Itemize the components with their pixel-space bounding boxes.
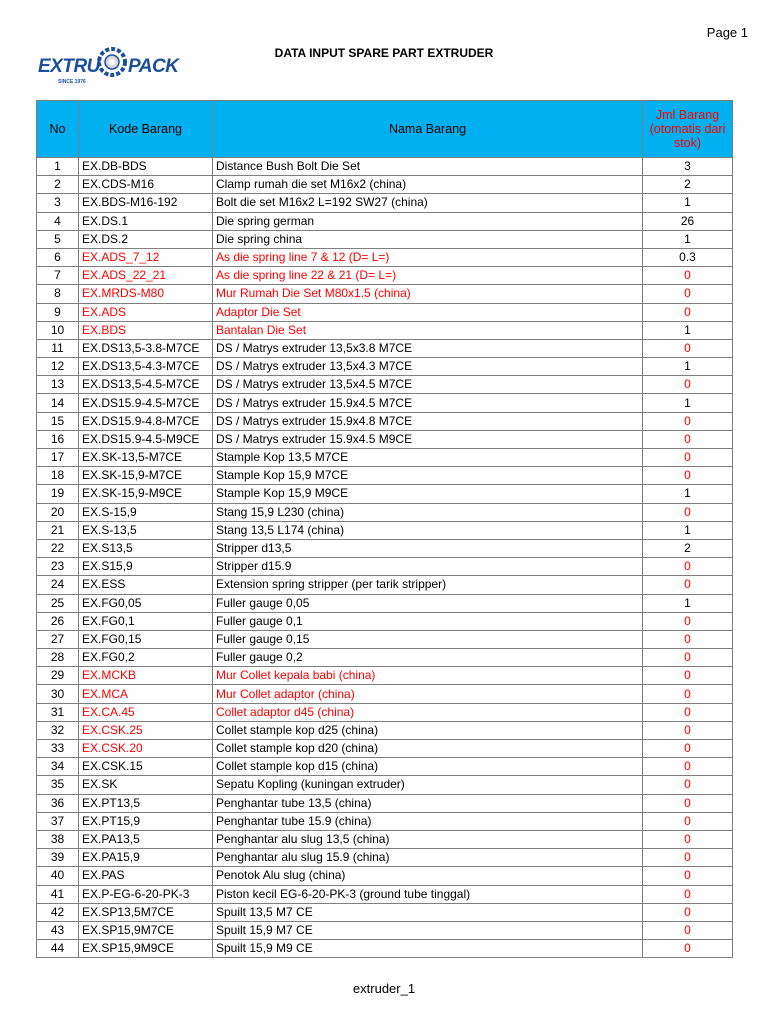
cell-jml-barang: 0 [643,285,733,303]
cell-jml-barang: 0.3 [643,248,733,266]
cell-jml-barang: 0 [643,467,733,485]
cell-nama-barang: Stample Kop 15,9 M7CE [213,467,643,485]
cell-nama-barang: DS / Matrys extruder 15.9x4.5 M9CE [213,430,643,448]
cell-no: 36 [37,794,79,812]
cell-jml-barang: 0 [643,667,733,685]
cell-kode-barang: EX.DB-BDS [79,158,213,176]
cell-jml-barang: 0 [643,903,733,921]
cell-nama-barang: Stripper d13,5 [213,539,643,557]
cell-jml-barang: 0 [643,940,733,958]
cell-jml-barang: 3 [643,158,733,176]
cell-no: 12 [37,358,79,376]
cell-kode-barang: EX.BDS-M16-192 [79,194,213,212]
cell-nama-barang: DS / Matrys extruder 13,5x4.3 M7CE [213,358,643,376]
cell-kode-barang: EX.DS15.9-4.8-M7CE [79,412,213,430]
cell-nama-barang: Die spring german [213,212,643,230]
cell-jml-barang: 0 [643,776,733,794]
cell-jml-barang: 0 [643,758,733,776]
cell-kode-barang: EX.MCKB [79,667,213,685]
cell-nama-barang: As die spring line 22 & 21 (D= L=) [213,267,643,285]
cell-jml-barang: 1 [643,358,733,376]
cell-nama-barang: Extension spring stripper (per tarik stripper) [213,576,643,594]
cell-nama-barang: Fuller gauge 0,15 [213,630,643,648]
spare-part-table [36,100,733,958]
table-row [37,721,733,739]
cell-nama-barang: Distance Bush Bolt Die Set [213,158,643,176]
cell-jml-barang: 0 [643,630,733,648]
cell-jml-barang: 26 [643,212,733,230]
cell-kode-barang: EX.ADS_22_21 [79,267,213,285]
cell-kode-barang: EX.DS13,5-4.5-M7CE [79,376,213,394]
cell-kode-barang: EX.SP15,9M9CE [79,940,213,958]
cell-kode-barang: EX.ESS [79,576,213,594]
table-row [37,485,733,503]
cell-nama-barang: Piston kecil EG-6-20-PK-3 (ground tube tinggal) [213,885,643,903]
cell-no: 42 [37,903,79,921]
cell-no: 2 [37,176,79,194]
cell-jml-barang: 1 [643,521,733,539]
cell-nama-barang: Stample Kop 13,5 M7CE [213,449,643,467]
cell-nama-barang: Stample Kop 15,9 M9CE [213,485,643,503]
cell-kode-barang: EX.DS13,5-3.8-M7CE [79,339,213,357]
cell-no: 21 [37,521,79,539]
cell-jml-barang: 1 [643,194,733,212]
cell-kode-barang: EX.FG0,1 [79,612,213,630]
cell-kode-barang: EX.S15,9 [79,558,213,576]
table-row [37,303,733,321]
table-row [37,503,733,521]
cell-jml-barang: 0 [643,721,733,739]
logo-text-right: PACK [128,56,179,77]
cell-no: 35 [37,776,79,794]
table-row [37,339,733,357]
cell-nama-barang: Mur Rumah Die Set M80x1.5 (china) [213,285,643,303]
table-row [37,376,733,394]
cell-jml-barang: 1 [643,485,733,503]
cell-no: 28 [37,649,79,667]
cell-jml-barang: 0 [643,267,733,285]
cell-no: 4 [37,212,79,230]
cell-kode-barang: EX.FG0,15 [79,630,213,648]
cell-no: 6 [37,248,79,266]
cell-jml-barang: 0 [643,503,733,521]
cell-no: 11 [37,339,79,357]
table-row [37,812,733,830]
table-row [37,194,733,212]
cell-nama-barang: Sepatu Kopling (kuningan extruder) [213,776,643,794]
cell-nama-barang: Spuilt 15,9 M7 CE [213,921,643,939]
cell-no: 16 [37,430,79,448]
cell-no: 15 [37,412,79,430]
table-row [37,903,733,921]
cell-kode-barang: EX.BDS [79,321,213,339]
cell-kode-barang: EX.PAS [79,867,213,885]
cell-jml-barang: 0 [643,376,733,394]
cell-jml-barang: 1 [643,394,733,412]
cell-jml-barang: 0 [643,412,733,430]
cell-jml-barang: 0 [643,303,733,321]
cell-jml-barang: 2 [643,539,733,557]
cell-jml-barang: 2 [643,176,733,194]
table-row [37,921,733,939]
table-row [37,430,733,448]
cell-kode-barang: EX.PA15,9 [79,849,213,867]
cell-jml-barang: 0 [643,649,733,667]
table-row [37,467,733,485]
cell-nama-barang: Penghantar alu slug 13,5 (china) [213,830,643,848]
cell-kode-barang: EX.SK-13,5-M7CE [79,449,213,467]
cell-nama-barang: Stang 13,5 L174 (china) [213,521,643,539]
cell-no: 1 [37,158,79,176]
table-row [37,667,733,685]
cell-jml-barang: 0 [643,921,733,939]
header-no: No [37,101,79,158]
cell-kode-barang: EX.DS.1 [79,212,213,230]
cell-no: 7 [37,267,79,285]
cell-jml-barang: 0 [643,830,733,848]
table-row [37,612,733,630]
cell-no: 31 [37,703,79,721]
cell-nama-barang: Collet adaptor d45 (china) [213,703,643,721]
sheet-footer: extruder_1 [352,981,416,996]
cell-jml-barang: 0 [643,849,733,867]
table-row [37,358,733,376]
table-row [37,285,733,303]
cell-no: 20 [37,503,79,521]
cell-nama-barang: DS / Matrys extruder 13,5x3.8 M7CE [213,339,643,357]
cell-no: 19 [37,485,79,503]
cell-kode-barang: EX.SK-15,9-M9CE [79,485,213,503]
cell-nama-barang: Bantalan Die Set [213,321,643,339]
cell-kode-barang: EX.DS13,5-4.3-M7CE [79,358,213,376]
table-row [37,539,733,557]
cell-jml-barang: 0 [643,703,733,721]
cell-nama-barang: Penghantar tube 13,5 (china) [213,794,643,812]
table-row [37,885,733,903]
cell-no: 43 [37,921,79,939]
logo-text-left: EXTRU [38,56,100,77]
table-row [37,576,733,594]
cell-no: 25 [37,594,79,612]
cell-kode-barang: EX.P-EG-6-20-PK-3 [79,885,213,903]
cell-kode-barang: EX.CSK.15 [79,758,213,776]
cell-nama-barang: Mur Collet kepala babi (china) [213,667,643,685]
table-row [37,685,733,703]
table-row [37,521,733,539]
cell-nama-barang: Fuller gauge 0,1 [213,612,643,630]
cell-nama-barang: Collet stample kop d20 (china) [213,740,643,758]
cell-kode-barang: EX.CA.45 [79,703,213,721]
cell-nama-barang: Spuilt 15,9 M9 CE [213,940,643,958]
cell-jml-barang: 0 [643,740,733,758]
table-row [37,248,733,266]
cell-nama-barang: Fuller gauge 0,05 [213,594,643,612]
table-row [37,849,733,867]
table-row [37,230,733,248]
table-row [37,630,733,648]
cell-kode-barang: EX.PT13,5 [79,794,213,812]
cell-nama-barang: Penotok Alu slug (china) [213,867,643,885]
cell-jml-barang: 0 [643,612,733,630]
table-row [37,703,733,721]
cell-no: 8 [37,285,79,303]
cell-kode-barang: EX.FG0,05 [79,594,213,612]
cell-no: 23 [37,558,79,576]
cell-no: 24 [37,576,79,594]
cell-kode-barang: EX.S-15,9 [79,503,213,521]
cell-kode-barang: EX.SK [79,776,213,794]
cell-kode-barang: EX.DS15.9-4.5-M7CE [79,394,213,412]
cell-jml-barang: 0 [643,867,733,885]
table-row [37,321,733,339]
cell-nama-barang: Stripper d15.9 [213,558,643,576]
cell-no: 5 [37,230,79,248]
cell-nama-barang: Mur Collet adaptor (china) [213,685,643,703]
table-row [37,394,733,412]
cell-no: 34 [37,758,79,776]
table-row [37,794,733,812]
cell-kode-barang: EX.ADS_7_12 [79,248,213,266]
cell-no: 40 [37,867,79,885]
cell-nama-barang: DS / Matrys extruder 15.9x4.5 M7CE [213,394,643,412]
table-row [37,449,733,467]
cell-jml-barang: 0 [643,794,733,812]
cell-no: 30 [37,685,79,703]
page-number: Page 1 [706,25,748,40]
table-row [37,830,733,848]
header-jml-barang: Jml Barang (otomatis dari stok) [643,101,733,158]
cell-kode-barang: EX.CSK.25 [79,721,213,739]
cell-jml-barang: 1 [643,230,733,248]
cell-nama-barang: Penghantar alu slug 15.9 (china) [213,849,643,867]
cell-jml-barang: 0 [643,430,733,448]
cell-no: 41 [37,885,79,903]
cell-nama-barang: DS / Matrys extruder 13,5x4.5 M7CE [213,376,643,394]
table-row [37,558,733,576]
cell-nama-barang: Stang 15,9 L230 (china) [213,503,643,521]
cell-no: 44 [37,940,79,958]
cell-kode-barang: EX.SP13,5M7CE [79,903,213,921]
document-title: DATA INPUT SPARE PART EXTRUDER [274,46,494,60]
cell-no: 27 [37,630,79,648]
table-row [37,776,733,794]
table-row [37,940,733,958]
header-nama-barang: Nama Barang [213,101,643,158]
cell-nama-barang: Bolt die set M16x2 L=192 SW27 (china) [213,194,643,212]
cell-nama-barang: Clamp rumah die set M16x2 (china) [213,176,643,194]
table-row [37,594,733,612]
header-kode-barang: Kode Barang [79,101,213,158]
cell-no: 33 [37,740,79,758]
cell-no: 37 [37,812,79,830]
cell-nama-barang: As die spring line 7 & 12 (D= L=) [213,248,643,266]
cell-kode-barang: EX.DS.2 [79,230,213,248]
cell-kode-barang: EX.S-13,5 [79,521,213,539]
cell-no: 13 [37,376,79,394]
cell-jml-barang: 0 [643,558,733,576]
cell-no: 14 [37,394,79,412]
table-row [37,158,733,176]
cell-kode-barang: EX.FG0,2 [79,649,213,667]
cell-kode-barang: EX.CSK.20 [79,740,213,758]
cell-kode-barang: EX.CDS-M16 [79,176,213,194]
cell-nama-barang: Die spring china [213,230,643,248]
table-row [37,649,733,667]
cell-no: 18 [37,467,79,485]
cell-jml-barang: 0 [643,685,733,703]
cell-no: 22 [37,539,79,557]
cell-jml-barang: 0 [643,576,733,594]
cell-kode-barang: EX.PA13,5 [79,830,213,848]
table-row [37,267,733,285]
cell-no: 26 [37,612,79,630]
cell-no: 32 [37,721,79,739]
cell-nama-barang: Adaptor Die Set [213,303,643,321]
cell-no: 29 [37,667,79,685]
logo-since: SINCE 1976 [58,79,86,85]
cell-jml-barang: 0 [643,812,733,830]
table-row [37,212,733,230]
cell-kode-barang: EX.SK-15,9-M7CE [79,467,213,485]
cell-kode-barang: EX.S13,5 [79,539,213,557]
cell-kode-barang: EX.ADS [79,303,213,321]
cell-nama-barang: Spuilt 13,5 M7 CE [213,903,643,921]
cell-kode-barang: EX.MRDS-M80 [79,285,213,303]
cell-nama-barang: DS / Matrys extruder 15.9x4.8 M7CE [213,412,643,430]
cell-jml-barang: 0 [643,885,733,903]
cell-kode-barang: EX.SP15,9M7CE [79,921,213,939]
cell-no: 9 [37,303,79,321]
cell-nama-barang: Collet stample kop d25 (china) [213,721,643,739]
cell-jml-barang: 0 [643,339,733,357]
table-row [37,758,733,776]
cell-kode-barang: EX.MCA [79,685,213,703]
cell-no: 38 [37,830,79,848]
cell-nama-barang: Collet stample kop d15 (china) [213,758,643,776]
table-row [37,176,733,194]
table-row [37,412,733,430]
cell-kode-barang: EX.DS15.9-4.5-M9CE [79,430,213,448]
table-row [37,740,733,758]
table-row [37,867,733,885]
cell-jml-barang: 0 [643,449,733,467]
cell-kode-barang: EX.PT15,9 [79,812,213,830]
table-header-row [37,101,733,158]
cell-nama-barang: Penghantar tube 15.9 (china) [213,812,643,830]
cell-jml-barang: 1 [643,321,733,339]
cell-no: 10 [37,321,79,339]
cell-no: 3 [37,194,79,212]
cell-jml-barang: 1 [643,594,733,612]
cell-no: 17 [37,449,79,467]
cell-nama-barang: Fuller gauge 0,2 [213,649,643,667]
cell-no: 39 [37,849,79,867]
